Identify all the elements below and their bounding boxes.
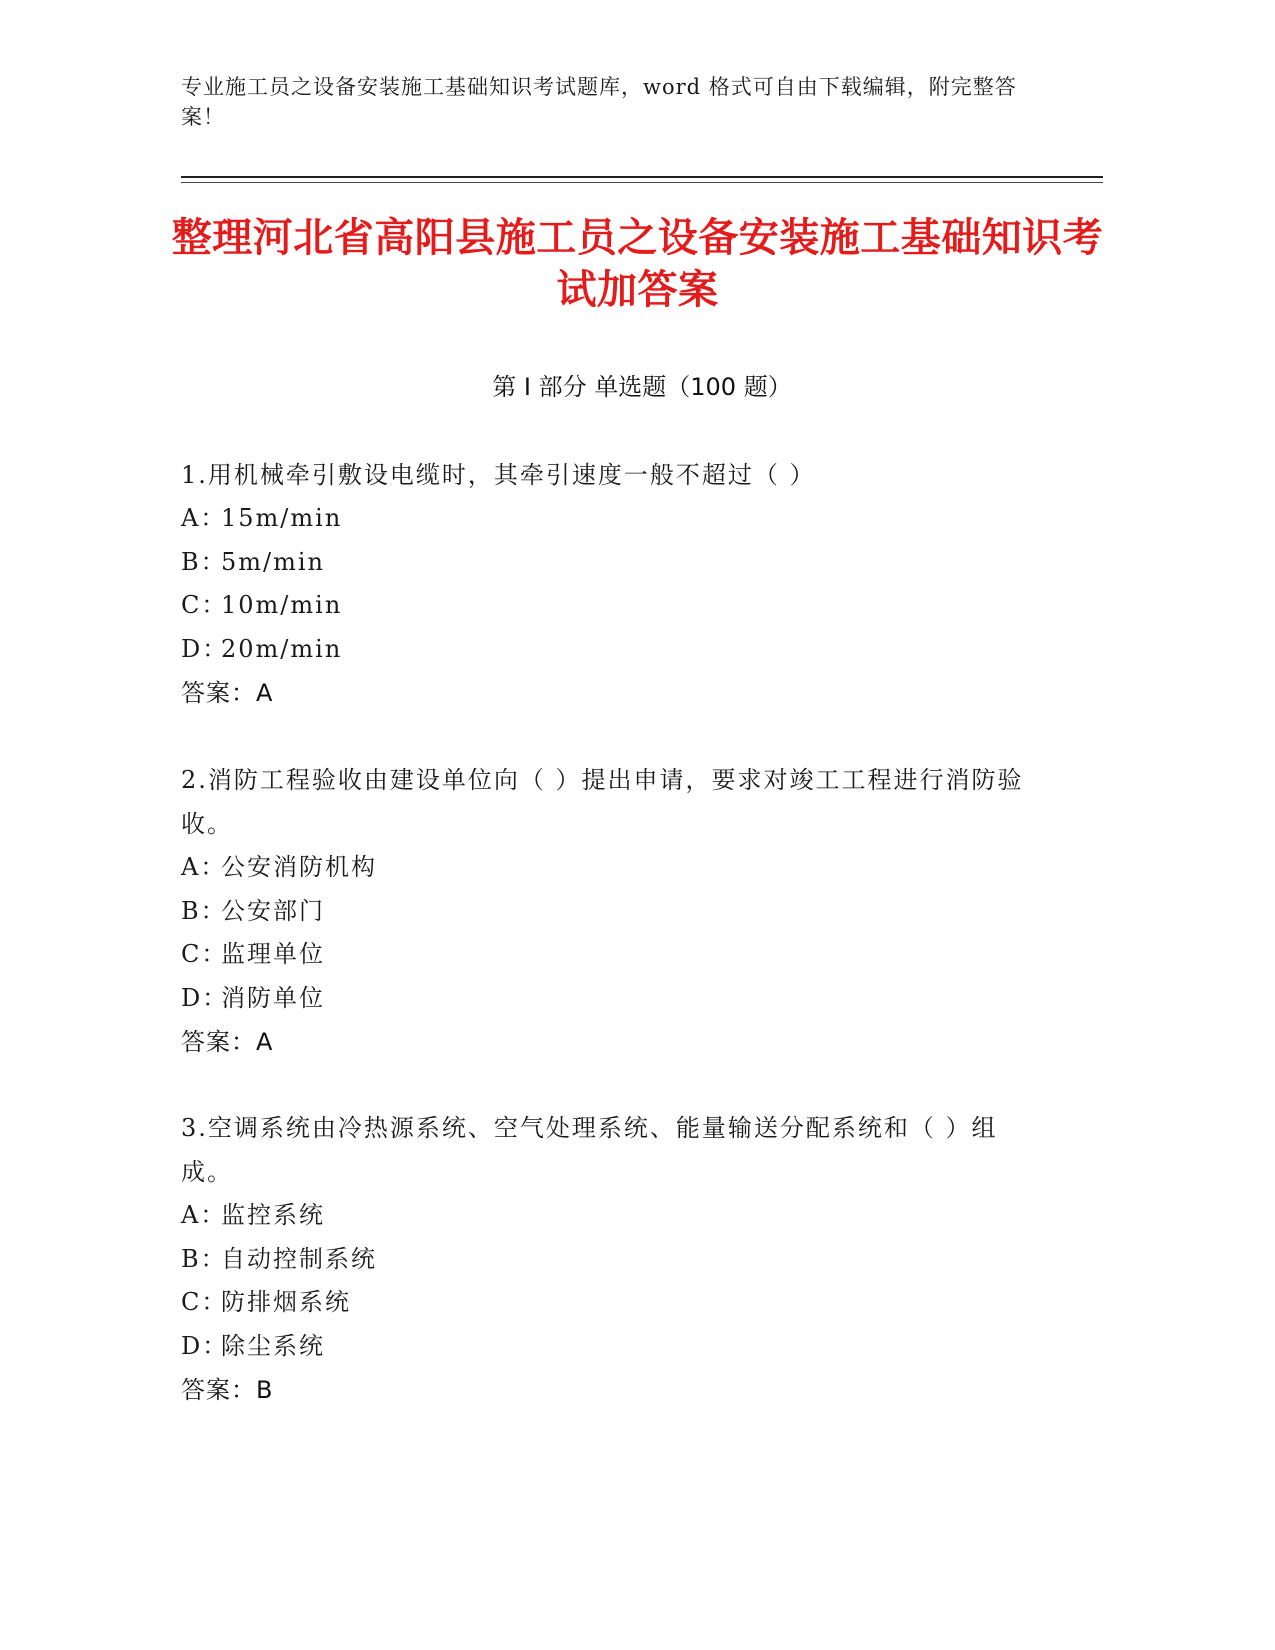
option-text: 20m/min: [221, 634, 343, 663]
option-text: 监控系统: [221, 1201, 325, 1229]
header-note: 专业施工员之设备安装施工基础知识考试题库，word 格式可自由下载编辑，附完整答案！: [181, 75, 1017, 129]
question-stem: 2.消防工程验收由建设单位向（ ）提出申请，要求对竣工工程进行消防验收。: [181, 766, 1024, 838]
question-2: [181, 758, 1041, 1064]
option-text: 除尘系统: [221, 1331, 325, 1360]
option-key: D：: [181, 634, 229, 663]
option-a: [181, 846, 1041, 890]
answer-line: 答案：A: [181, 679, 274, 707]
option-b: [181, 890, 1041, 934]
question-stem: 1.用机械牵引敷设电缆时，其牵引速度一般不超过（ ）: [181, 461, 816, 489]
question-1: [181, 453, 1041, 715]
answer-line: 答案：A: [181, 1028, 274, 1056]
option-a: [181, 497, 1041, 541]
question-3: [181, 1106, 1041, 1412]
option-a: [181, 1194, 1041, 1238]
option-text: 自动控制系统: [221, 1244, 377, 1273]
option-key: B：: [181, 1244, 227, 1273]
option-d: [181, 628, 1041, 672]
option-key: D：: [181, 983, 229, 1012]
question-stem: 3.空调系统由冷热源系统、空气处理系统、能量输送分配系统和（ ）组成。: [181, 1114, 998, 1186]
option-key: A：: [181, 504, 227, 532]
option-text: 公安部门: [221, 896, 325, 925]
option-key: C：: [181, 1288, 228, 1316]
option-c: [181, 933, 1041, 977]
header-divider-thin: [181, 182, 1103, 183]
option-d: [181, 1325, 1041, 1369]
option-key: C：: [181, 591, 228, 619]
section-title: 第 I 部分 单选题（100 题）: [492, 373, 792, 401]
option-b: [181, 1238, 1041, 1282]
option-key: C：: [181, 940, 228, 968]
option-key: D：: [181, 1331, 229, 1360]
option-text: 5m/min: [221, 547, 326, 576]
option-text: 15m/min: [221, 504, 343, 532]
document-title: 整理河北省高阳县施工员之设备安装施工基础知识考试加答案: [171, 215, 1104, 313]
option-c: [181, 1281, 1041, 1325]
option-key: B：: [181, 547, 227, 576]
option-d: [181, 977, 1041, 1021]
option-c: [181, 584, 1041, 628]
option-key: A：: [181, 853, 227, 881]
option-b: [181, 541, 1041, 585]
option-text: 监理单位: [221, 940, 325, 968]
option-text: 防排烟系统: [221, 1288, 351, 1316]
option-text: 10m/min: [221, 591, 343, 619]
header-divider-thick: [181, 176, 1103, 178]
option-text: 消防单位: [221, 983, 325, 1012]
option-key: A：: [181, 1201, 227, 1229]
option-text: 公安消防机构: [221, 853, 377, 881]
answer-line: 答案：B: [181, 1376, 274, 1404]
option-key: B：: [181, 896, 227, 925]
